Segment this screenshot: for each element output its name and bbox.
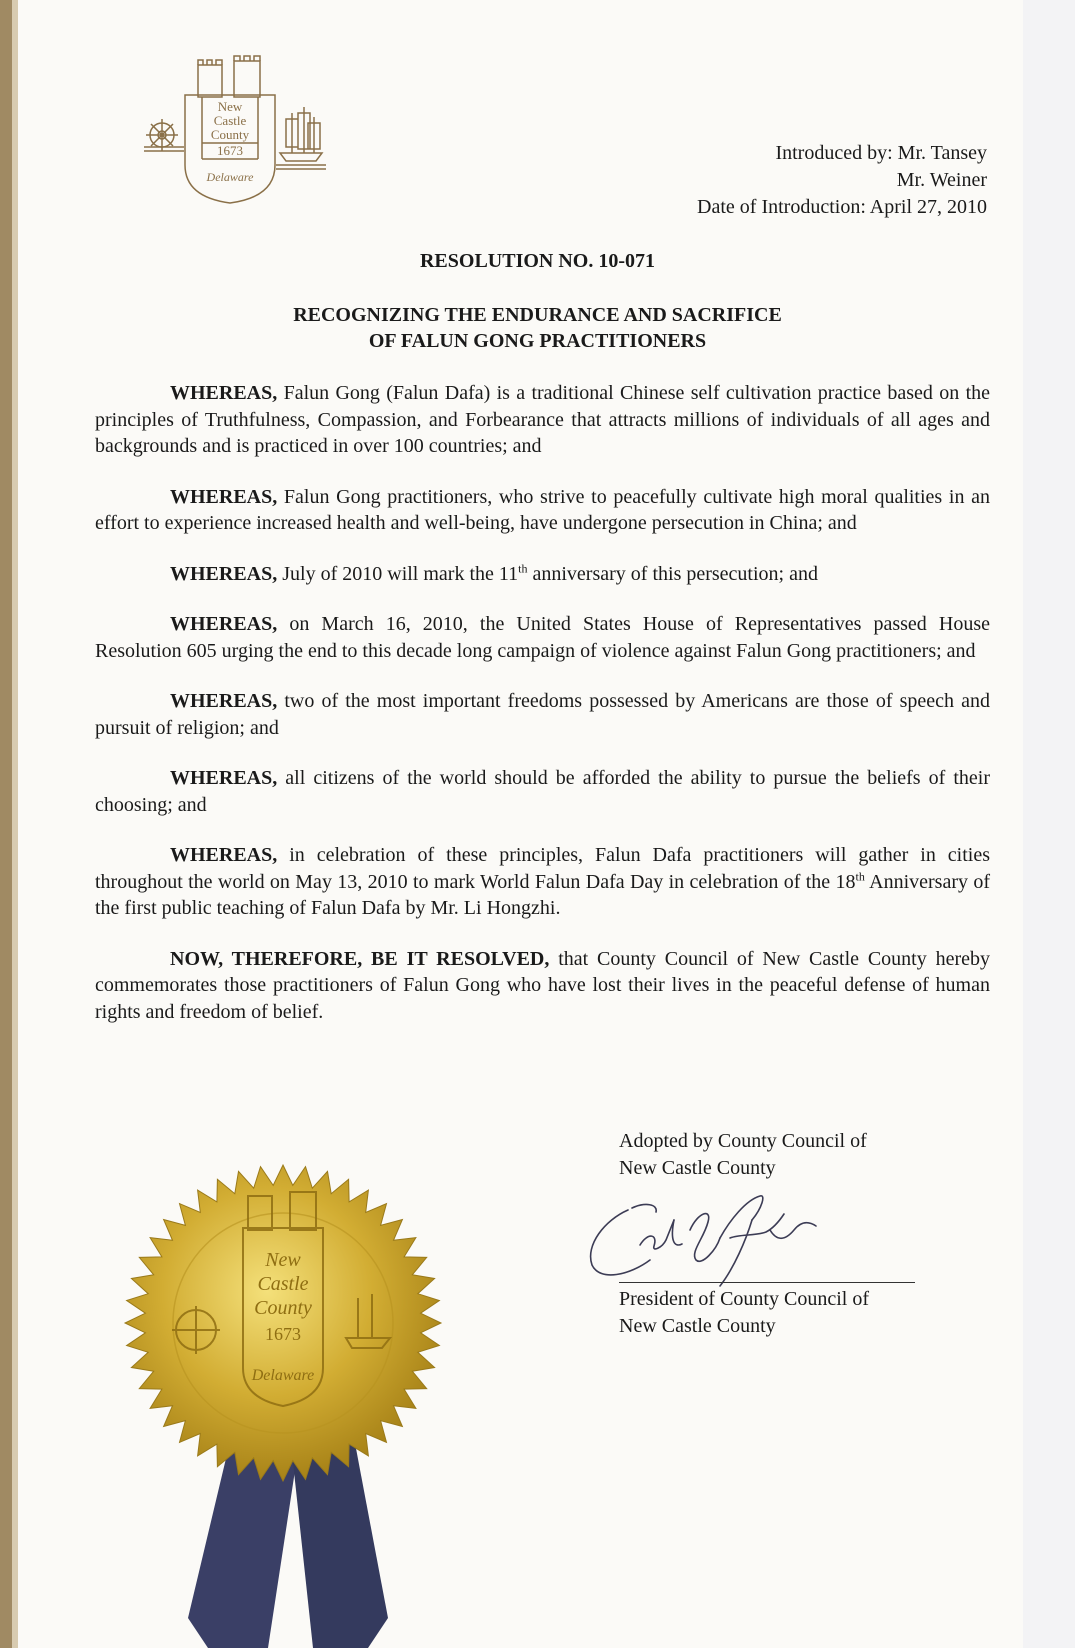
seal-text-county: County	[254, 1297, 312, 1319]
seal-text-state: Delaware	[251, 1367, 315, 1384]
logo-text-year: 1673	[217, 143, 243, 158]
paragraph-text: Falun Gong practitioners, who strive to peacefully cultivate high moral qualities in an effort to experience increased health and well-being, have undergone persecution in China; and	[95, 485, 990, 534]
adopted-line-2: New Castle County	[619, 1157, 776, 1179]
paragraph-text-a: in celebration of these principles, Falun Dafa practitioners will gather in cities throughout the world on May 13, 2010 to mark World Falun Dafa Day in celebration of the 18	[95, 844, 990, 893]
logo-text-new: New	[217, 99, 243, 114]
introduction-block	[697, 140, 987, 221]
resolution-number: RESOLUTION NO. 10-071	[419, 250, 656, 272]
handwritten-signature	[570, 1190, 840, 1295]
paragraph-text-b: Anniversary of the first public teaching of Falun Dafa by Mr. Li Hongzhi.	[95, 870, 990, 919]
introduced-by-second: Mr. Weiner	[896, 169, 987, 191]
seal-text-new: New	[265, 1249, 301, 1271]
introduced-by: Introduced by: Mr. Tansey	[775, 142, 987, 164]
keyword: WHEREAS,	[170, 690, 278, 712]
whereas-paragraph-3	[95, 561, 990, 588]
paper-edge-right	[1023, 0, 1075, 1648]
title-line-1: RECOGNIZING THE ENDURANCE AND SACRIFICE	[293, 304, 782, 326]
resolution-title	[0, 302, 1075, 354]
resolution-body	[95, 380, 990, 1025]
keyword: WHEREAS,	[170, 767, 278, 789]
paragraph-text-a: July of 2010 will mark the 11	[277, 562, 519, 585]
whereas-paragraph-4	[95, 611, 990, 664]
paragraph-text: two of the most important freedoms possessed by Americans are those of speech and pursuit of religion; and	[95, 690, 990, 739]
president-title	[619, 1286, 869, 1340]
president-line-1: President of County Council of	[619, 1288, 869, 1310]
seal-text-castle: Castle	[257, 1273, 309, 1295]
logo-text-state: Delaware	[206, 170, 254, 184]
adopted-by	[619, 1128, 867, 1182]
county-logo	[140, 55, 330, 205]
gold-seal	[118, 1148, 448, 1648]
whereas-paragraph-1	[95, 380, 990, 460]
title-line-2: OF FALUN GONG PRACTITIONERS	[368, 330, 707, 352]
whereas-paragraph-2	[95, 484, 990, 537]
president-line-2: New Castle County	[619, 1315, 776, 1337]
keyword: WHEREAS,	[170, 382, 278, 404]
logo-text-castle: Castle	[213, 113, 247, 128]
keyword: WHEREAS,	[170, 613, 278, 635]
logo-text-county: County	[210, 127, 250, 142]
keyword: NOW, THEREFORE, BE IT RESOLVED,	[170, 947, 550, 970]
whereas-paragraph-6	[95, 765, 990, 818]
keyword: WHEREAS,	[170, 562, 278, 585]
paragraph-text-b: anniversary of this persecution; and	[527, 562, 818, 585]
resolved-paragraph	[95, 946, 990, 1026]
keyword: WHEREAS,	[170, 485, 278, 508]
superscript: th	[855, 868, 865, 883]
superscript: th	[518, 560, 528, 575]
paper-edge-left	[0, 0, 12, 1648]
seal-text-year: 1673	[265, 1324, 301, 1344]
paragraph-text: all citizens of the world should be afforded the ability to pursue the beliefs of their choosing; and	[95, 767, 990, 816]
whereas-paragraph-5	[95, 688, 990, 741]
keyword: WHEREAS,	[170, 844, 278, 866]
paper-edge-left-inner	[12, 0, 18, 1648]
paragraph-text: that County Council of New Castle County hereby commemorates those practitioners of Falun Gong who have lost their lives in the peaceful defense of human rights and freedom of belief.	[95, 947, 990, 1023]
signature-line	[619, 1282, 915, 1283]
paragraph-text: Falun Gong (Falun Dafa) is a traditional Chinese self cultivation practice based on the principles of Truthfulness, Compassion, and Forbearance that attracts millions of individuals of all ages and backgrounds and is practiced in over 100 countries; and	[95, 382, 990, 457]
date-of-introduction: Date of Introduction: April 27, 2010	[697, 196, 987, 218]
paragraph-text: on March 16, 2010, the United States House of Representatives passed House Resolution 605 urging the end to this decade long campaign of violence against Falun Gong practitioners; and	[95, 613, 990, 662]
whereas-paragraph-7	[95, 842, 990, 922]
adopted-line-1: Adopted by County Council of	[619, 1130, 867, 1152]
